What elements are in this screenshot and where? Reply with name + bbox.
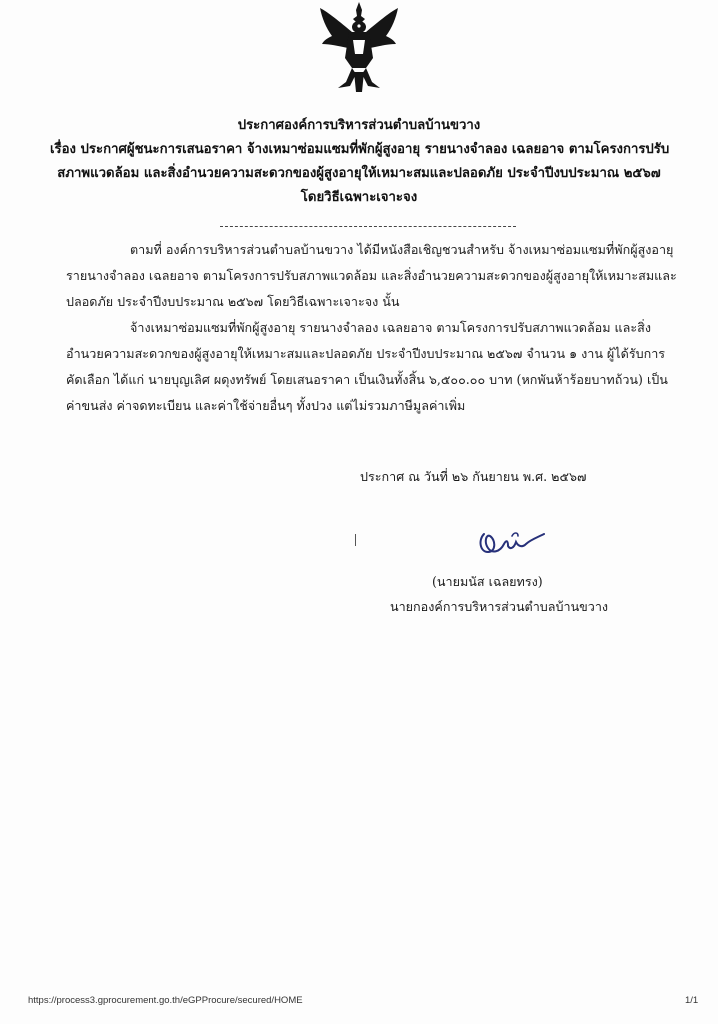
title-line-1: ประกาศองค์การบริหารส่วนตำบลบ้านขวาง <box>237 118 481 133</box>
paragraph-2-line-3: คัดเลือก ได้แก่ นายบุญเลิศ ผดุงทรัพย์ โดยเสนอราคา เป็นเงินทั้งสิ้น ๖,๕๐๐.๐๐ บาท (หกพันห้าร้อยบาทถ้วน) เป็น <box>66 372 668 387</box>
signer-name: (นายมนัส เฉลยทรง) <box>432 574 543 589</box>
paragraph-2-line-4: ค่าขนส่ง ค่าจดทะเบียน และค่าใช้จ่ายอื่นๆ ทั้งปวง แต่ไม่รวมภาษีมูลค่าเพิ่ม <box>66 398 466 413</box>
signature-icon <box>474 522 554 562</box>
announcement-date: ประกาศ ณ วันที่ ๒๖ กันยายน พ.ศ. ๒๕๖๗ <box>360 469 587 484</box>
paragraph-2-line-1: จ้างเหมาซ่อมแซมที่พักผู้สูงอายุ รายนางจำลอง เฉลยอาจ ตามโครงการปรับสภาพแวดล้อม และสิ่ง <box>130 320 651 335</box>
signer-position: นายกองค์การบริหารส่วนตำบลบ้านขวาง <box>390 599 609 614</box>
title-line-4: โดยวิธีเฉพาะเจาะจง <box>300 190 418 205</box>
title-line-3: สภาพแวดล้อม และสิ่งอำนวยความสะดวกของผู้สูงอายุให้เหมาะสมและปลอดภัย ประจำปีงบประมาณ ๒๕๖๗ <box>57 166 661 181</box>
paragraph-1-line-1: ตามที่ องค์การบริหารส่วนตำบลบ้านขวาง ได้มีหนังสือเชิญชวนสำหรับ จ้างเหมาซ่อมแซมที่พักผู้สูงอายุ <box>130 242 674 257</box>
paragraph-1-line-3: ปลอดภัย ประจำปีงบประมาณ ๒๕๖๗ โดยวิธีเฉพาะเจาะจง นั้น <box>66 294 400 309</box>
title-divider <box>220 226 516 227</box>
footer-url: https://process3.gprocurement.go.th/eGPProcure/secured/HOME <box>28 995 303 1006</box>
announcement-title <box>50 114 668 210</box>
garuda-emblem-icon <box>318 2 400 94</box>
paragraph-2-line-2: อำนวยความสะดวกของผู้สูงอายุให้เหมาะสมและปลอดภัย ประจำปีงบประมาณ ๒๕๖๗ จำนวน ๑ งาน ผู้ได้รับการ <box>66 346 666 361</box>
title-line-2: เรื่อง ประกาศผู้ชนะการเสนอราคา จ้างเหมาซ่อมแซมที่พักผู้สูงอายุ รายนางจำลอง เฉลยอาจ ตามโครงการปรับ <box>50 142 670 157</box>
footer-page-number: 1/1 <box>685 995 699 1006</box>
announcement-body <box>66 237 677 419</box>
paragraph-1-line-2: รายนางจำลอง เฉลยอาจ ตามโครงการปรับสภาพแวดล้อม และสิ่งอำนวยความสะดวกของผู้สูงอายุให้เหมาะสมและ <box>66 268 677 283</box>
scan-mark <box>355 534 356 546</box>
